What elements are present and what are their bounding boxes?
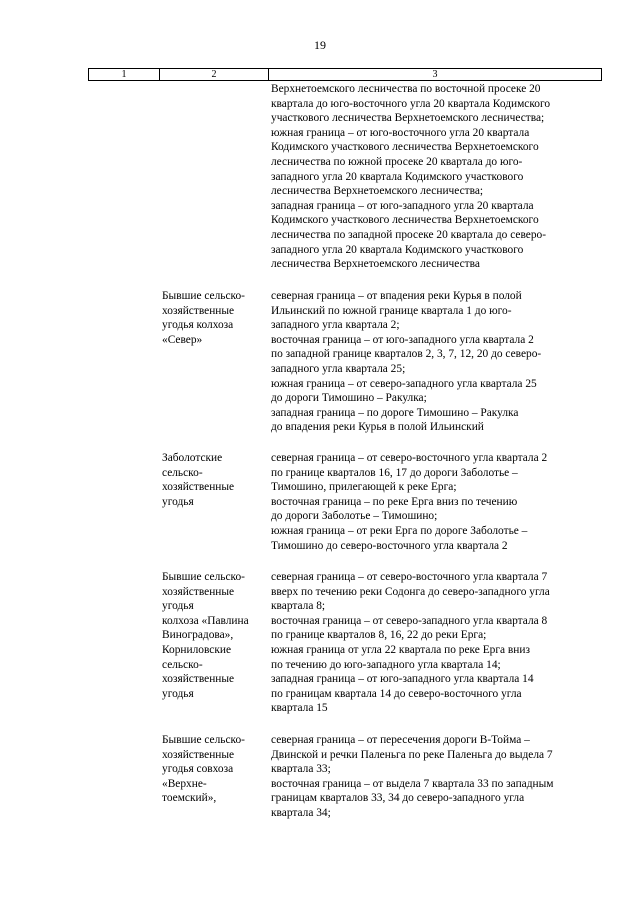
table-header (88, 68, 602, 81)
row-label-pavlina: Бывшие сельско- хозяйственные угодья колхоза «Павлина Виноградова», Корниловские сельско- хозяйственные угодья (162, 571, 249, 700)
page-number: 19 (314, 38, 326, 52)
row-description-sever: северная граница – от впадения реки Курья в полой Ильинский по южной границе квартала 1 до юго- западного угла квартала 2; восточная граница – от юго-западного угла квартала 2 по западной границе кварталов 2, 3, 7, 12, 20 до северо- западного угла квартала 25; южная граница – от северо-западного угла квартала 25 до дороги Тимошино – Ракулка; западная граница – по дороге Тимошино – Ракулка до впадения реки Курья в полой Ильинский (271, 290, 542, 434)
row-description-pavlina: северная граница – от северо-восточного угла квартала 7 вверх по течению реки Содонга до северо-западного угла квартала 8; восточная граница – от северо-западного угла квартала 8 по границе кварталов 8, 16, 22 до реки Ерга; южная граница от угла 22 квартала по реке Ерга вниз по течению до юго-западного угла квартала 14; западная граница – от юго-западного угла квартала 14 по границам квартала 14 до северо-восточного угла квартала 15 (271, 571, 550, 715)
header-col-1: 1 (89, 69, 160, 81)
row-description-verkhnetoemsky: северная граница – от пересечения дороги В-Тойма – Двинской и речки Паленьга по реке Паленьга до выдела 7 квартала 33; восточная граница – от выдела 7 квартала 33 по западным границам кварталов 33, 34 до северо-западного угла квартала 34; (271, 734, 554, 819)
header-col-3: 3 (269, 69, 602, 81)
continuation-text: Верхнетоемского лесничества по восточной просеке 20 квартала до юго-восточного угла 20 квартала Кодимского участкового лесничества Верхнетоемского лесничества; южная граница – от юго-восточного угла 20 квартала Кодимского участкового лесничества Верхнетоемского лесничества по южной просеке 20 квартала до юго- западного угла 20 квартала Кодимского участкового лесничества Верхнетоемского лесничества; западная граница – от юго-западного угла 20 квартала Кодимского участкового лесничества Верхнетоемского лесничества по западной просеке 20 квартала до северо- западного угла 20 квартала Кодимского участкового лесничества Верхнетоемского лесничества (271, 83, 551, 271)
row-label-sever: Бывшие сельско- хозяйственные угодья колхоза «Север» (162, 290, 245, 346)
row-description-zabolotskie: северная граница – от северо-восточного угла квартала 2 по границе кварталов 16, 17 до дороги Заболотье – Тимошино, прилегающей к реке Ерга; восточная граница – по реке Ерга вниз по течению до дороги Заболотье – Тимошино; южная граница – от реки Ерга по дороге Заболотье – Тимошино до северо-восточного угла квартала 2 (271, 452, 548, 552)
row-label-verkhnetoemsky: Бывшие сельско- хозяйственные угодья совхоза «Верхне- тоемский», (162, 734, 245, 805)
row-label-zabolotskie: Заболотские сельско- хозяйственные угодья (162, 452, 235, 508)
header-col-2: 2 (160, 69, 269, 81)
